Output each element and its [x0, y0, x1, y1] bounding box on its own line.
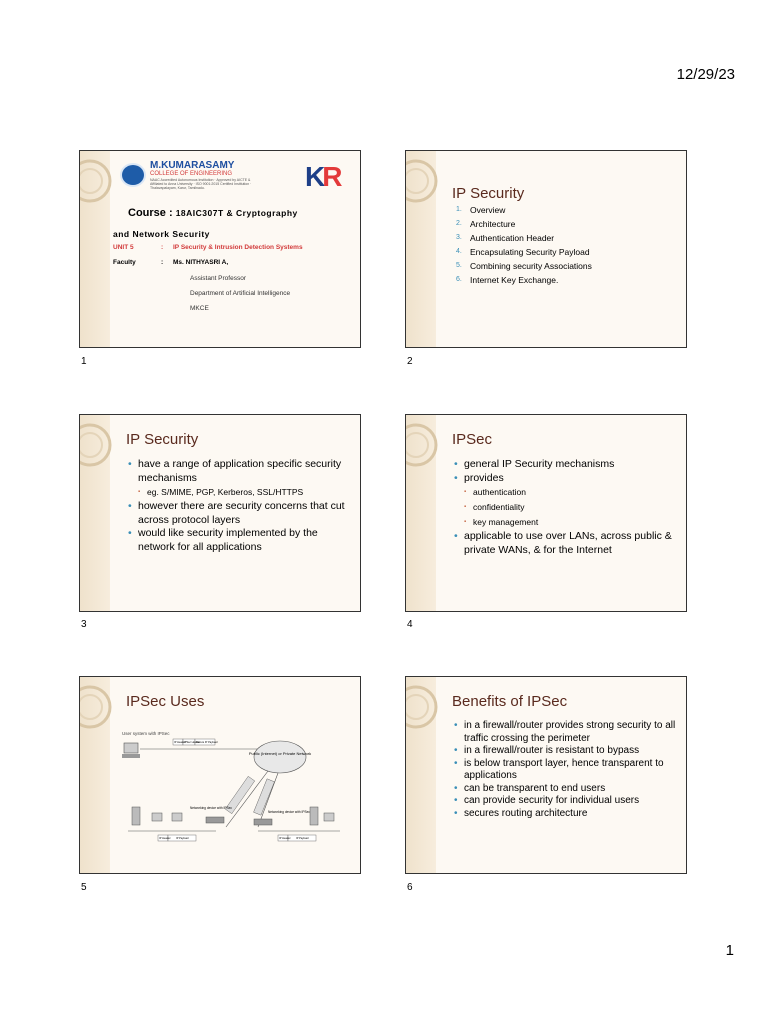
- bullet-list: [454, 720, 682, 820]
- packet-label: IP Header: [159, 837, 171, 840]
- bullet-list: [128, 458, 356, 554]
- bullet-item: • would like security implemented by the network for all applications: [128, 527, 356, 554]
- router-icon: [254, 819, 272, 825]
- slide-4: [405, 414, 687, 612]
- bullet-item: • general IP Security mechanisms: [454, 458, 682, 472]
- sub-bullet-item: ▪ key management: [454, 515, 682, 530]
- bullet-item: • have a range of application specific security mechanisms: [128, 458, 356, 485]
- slide-2: [405, 150, 687, 348]
- list-item: 6. Internet Key Exchange.: [456, 275, 559, 285]
- slide-number: 3: [81, 619, 87, 630]
- bullet-item: • can provide security for individual users: [454, 795, 682, 808]
- packet-label: IP Header: [174, 741, 186, 744]
- packet-label: Secure IP Payload: [196, 741, 218, 744]
- slide-6: [405, 676, 687, 874]
- list-item: 1. Overview: [456, 205, 506, 215]
- slide-5: [79, 676, 361, 874]
- slide-title: IP Security: [126, 431, 199, 448]
- bullet-list: [454, 458, 682, 557]
- bullet-item: • in a firewall/router provides strong security to all traffic crossing the perimeter: [454, 720, 682, 745]
- swirl-decoration-icon: [405, 155, 452, 215]
- sub-bullet-item: ▪ authentication: [454, 485, 682, 500]
- unit-row: UNIT 5 : IP Security & Intrusion Detection Systems: [113, 244, 303, 251]
- slide-number: 2: [407, 356, 413, 367]
- header-date: 12/29/23: [676, 66, 735, 83]
- slide-1-cover: [79, 150, 361, 348]
- slide-number: 6: [407, 882, 413, 893]
- swirl-decoration-icon: [405, 419, 452, 479]
- list-item: 2. Architecture: [456, 219, 516, 229]
- slide-title: IP Security: [452, 185, 525, 202]
- computer-icon: [152, 813, 162, 821]
- device-label: Networking device with IPSec: [268, 810, 310, 814]
- slide-number: 5: [81, 882, 87, 893]
- slide-3: [79, 414, 361, 612]
- computer-icon: [124, 743, 138, 753]
- college-details: NAAC Accredited Autonomous Institution · Approved by AICTE & Affiliated to Anna University · ISO 9001:2015 Certified Institution · Thalavapalayam, Karur, Tamilnadu.: [150, 178, 252, 191]
- list-item: 3. Authentication Header: [456, 233, 555, 243]
- computer-icon: [324, 813, 334, 821]
- bullet-item: • however there are security concerns that cut across protocol layers: [128, 500, 356, 527]
- cloud-label: Public (Internet) or Private Network: [248, 751, 312, 756]
- bullet-item: • in a firewall/router is resistant to bypass: [454, 745, 682, 758]
- kr-logo: KR: [305, 161, 340, 192]
- list-item: 4. Encapsulating Security Payload: [456, 247, 590, 257]
- slide-number: 4: [407, 619, 413, 630]
- bullet-item: • secures routing architecture: [454, 808, 682, 821]
- router-icon: [206, 817, 224, 823]
- college-logo-icon: [120, 163, 146, 187]
- department: Department of Artificial Intelligence: [190, 290, 291, 297]
- list-item: 5. Combining security Associations: [456, 261, 592, 271]
- diagram-label: User system with IPSec: [122, 731, 170, 736]
- server-icon: [132, 807, 140, 825]
- computer-icon: [172, 813, 182, 821]
- packet-label: IP Payload: [176, 837, 189, 840]
- packet-label: IP Header: [279, 837, 291, 840]
- bullet-item: • provides: [454, 472, 682, 486]
- bullet-item: • applicable to use over LANs, across public & private WANs, & for the Internet: [454, 530, 682, 557]
- packet-label: IPSec Header: [184, 741, 201, 744]
- device-label: Networking device with IPSec: [190, 806, 232, 810]
- bullet-item: • is below transport layer, hence transparent to applications: [454, 758, 682, 783]
- course-line-2: and Network Security: [113, 229, 210, 239]
- college-name: M.KUMARASAMY: [150, 160, 235, 171]
- bullet-item: • can be transparent to end users: [454, 783, 682, 796]
- sub-bullet-item: ▪ eg. S/MIME, PGP, Kerberos, SSL/HTTPS: [128, 485, 356, 500]
- slide-number: 1: [81, 356, 87, 367]
- faculty-row: Faculty : Ms. NITHYASRI A,: [113, 259, 229, 266]
- swirl-decoration-icon: [405, 681, 452, 741]
- swirl-decoration-icon: [79, 155, 126, 215]
- sub-bullet-item: ▪ confidentiality: [454, 500, 682, 515]
- keyboard-icon: [122, 754, 140, 758]
- course-line: Course : 18AIC307T & Cryptography: [128, 207, 298, 219]
- packet-label: IP Payload: [296, 837, 309, 840]
- slide-title: IPSec Uses: [126, 693, 205, 710]
- college-sub: COLLEGE OF ENGINEERING: [150, 171, 233, 177]
- topic-list: [456, 203, 592, 287]
- slide-title: Benefits of IPSec: [452, 693, 568, 710]
- cloud-icon: [254, 741, 306, 773]
- slide-title: IPSec: [452, 431, 493, 448]
- server-icon: [310, 807, 318, 825]
- designation: Assistant Professor: [190, 275, 246, 282]
- institution: MKCE: [190, 305, 209, 312]
- ipsec-network-diagram: [118, 727, 354, 857]
- swirl-decoration-icon: [79, 419, 126, 479]
- page-number: 1: [725, 942, 734, 959]
